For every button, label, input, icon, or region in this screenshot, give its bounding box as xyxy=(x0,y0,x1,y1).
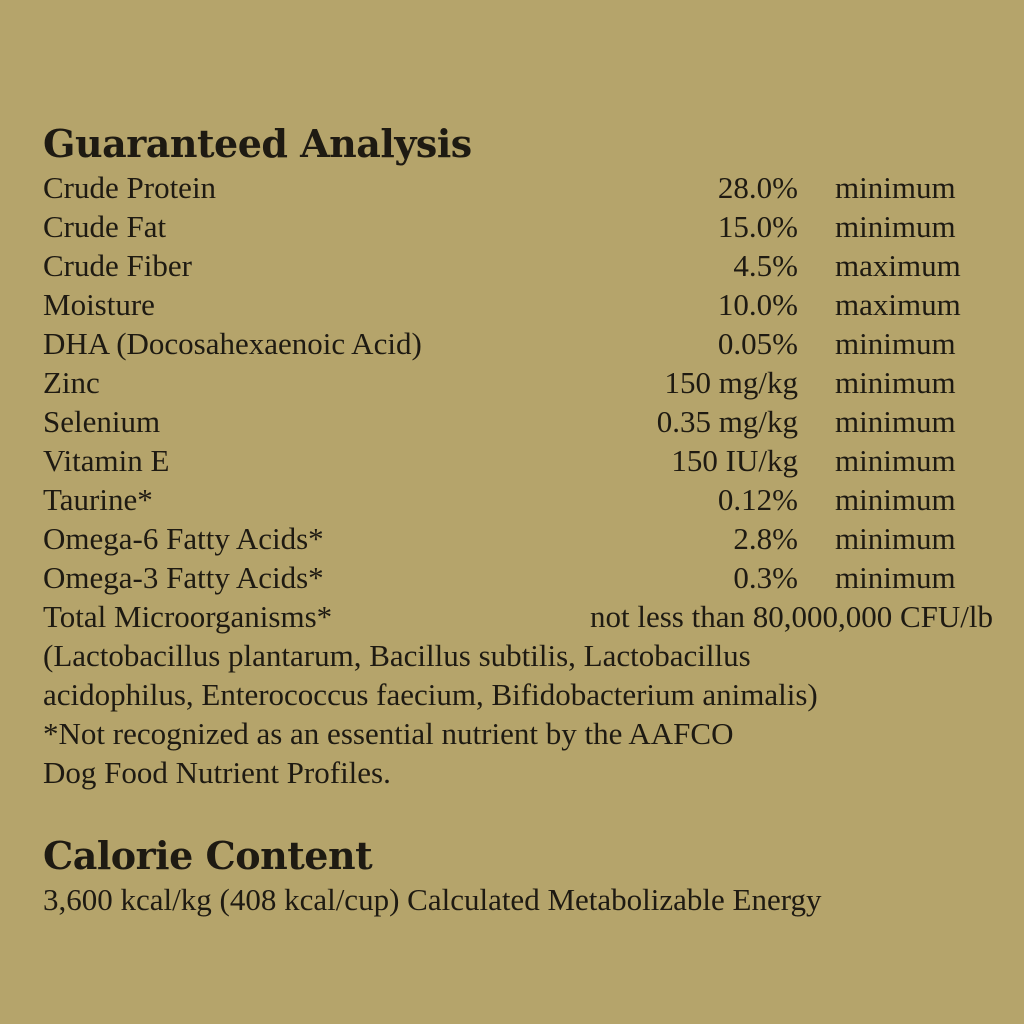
analysis-row xyxy=(43,168,993,207)
microorganisms-row xyxy=(43,597,993,636)
nutrition-panel xyxy=(43,120,993,919)
nutrient-value: 0.3% xyxy=(733,560,798,595)
nutrient-name: Omega-6 Fatty Acids* xyxy=(43,521,324,556)
nutrient-qualifier: minimum xyxy=(835,443,956,478)
nutrient-name: Selenium xyxy=(43,404,161,439)
calorie-content-text: 3,600 kcal/kg (408 kcal/cup) Calculated Metabolizable Energy xyxy=(43,882,822,917)
nutrient-value: 0.35 mg/kg xyxy=(656,404,798,439)
microorganisms-value: not less than 80,000,000 CFU/lb xyxy=(589,599,993,634)
nutrient-name: Zinc xyxy=(43,365,100,400)
nutrient-name: Vitamin E xyxy=(43,443,170,478)
footnote-line-2: Dog Food Nutrient Profiles. xyxy=(43,755,391,790)
nutrient-name: Crude Protein xyxy=(43,170,217,205)
nutrient-value: 28.0% xyxy=(717,170,798,205)
analysis-row xyxy=(43,324,993,363)
nutrient-qualifier: minimum xyxy=(835,482,956,517)
nutrient-value: 10.0% xyxy=(717,287,798,322)
analysis-row xyxy=(43,441,993,480)
microorganisms-name: Total Microorganisms* xyxy=(43,599,333,634)
analysis-row xyxy=(43,480,993,519)
analysis-table xyxy=(43,168,993,597)
nutrient-name: Crude Fiber xyxy=(43,248,192,283)
nutrient-qualifier: minimum xyxy=(835,170,956,205)
analysis-row xyxy=(43,246,993,285)
nutrient-name: DHA (Docosahexaenoic Acid) xyxy=(43,326,422,361)
analysis-row xyxy=(43,402,993,441)
nutrient-qualifier: minimum xyxy=(835,560,956,595)
analysis-row xyxy=(43,363,993,402)
nutrient-qualifier: minimum xyxy=(835,521,956,556)
nutrient-qualifier: maximum xyxy=(835,248,961,283)
nutrient-name: Moisture xyxy=(43,287,155,322)
analysis-row xyxy=(43,519,993,558)
nutrient-name: Omega-3 Fatty Acids* xyxy=(43,560,324,595)
footnote-line-1: *Not recognized as an essential nutrient by the AAFCO xyxy=(43,716,734,751)
analysis-row xyxy=(43,285,993,324)
nutrient-value: 15.0% xyxy=(717,209,798,244)
analysis-row xyxy=(43,207,993,246)
nutrient-qualifier: minimum xyxy=(835,404,956,439)
guaranteed-analysis-heading: Guaranteed Analysis xyxy=(43,121,472,166)
nutrient-qualifier: maximum xyxy=(835,287,961,322)
strains-line-2: acidophilus, Enterococcus faecium, Bifidobacterium animalis) xyxy=(43,677,818,712)
nutrient-value: 150 IU/kg xyxy=(671,443,798,478)
strains-line-1: (Lactobacillus plantarum, Bacillus subtilis, Lactobacillus xyxy=(43,638,751,673)
nutrient-qualifier: minimum xyxy=(835,209,956,244)
nutrient-qualifier: minimum xyxy=(835,365,956,400)
nutrient-value: 0.12% xyxy=(717,482,798,517)
nutrient-qualifier: minimum xyxy=(835,326,956,361)
nutrient-name: Taurine* xyxy=(43,482,153,517)
nutrient-value: 0.05% xyxy=(717,326,798,361)
analysis-row xyxy=(43,558,993,597)
nutrient-value: 2.8% xyxy=(733,521,798,556)
calorie-content-heading: Calorie Content xyxy=(43,833,373,878)
nutrient-value: 150 mg/kg xyxy=(664,365,798,400)
nutrient-name: Crude Fat xyxy=(43,209,167,244)
nutrient-value: 4.5% xyxy=(733,248,798,283)
